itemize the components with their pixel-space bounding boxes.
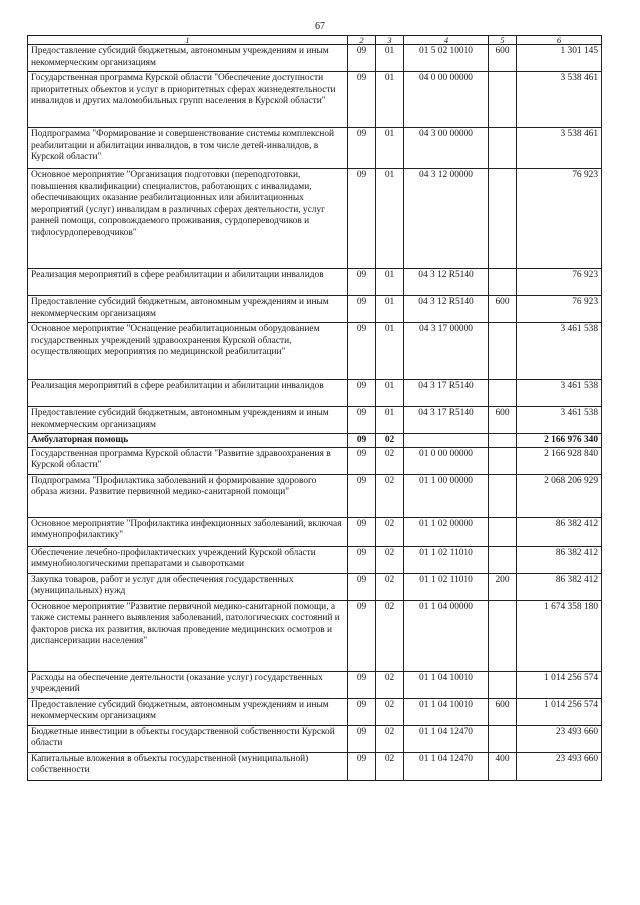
row-description: Предоставление субсидий бюджетным, автономным учреждениям и иным некоммерческим организациям	[28, 698, 348, 725]
subsection-code: 02	[376, 600, 404, 671]
expense-type-code	[489, 546, 517, 573]
section-code: 09	[348, 323, 376, 380]
amount: 1 301 145	[517, 45, 602, 72]
amount: 86 382 412	[517, 573, 602, 600]
section-code: 09	[348, 296, 376, 323]
subsection-code: 01	[376, 72, 404, 128]
subsection-code: 02	[376, 725, 404, 752]
expense-type-code: 400	[489, 752, 517, 780]
row-description: Капитальные вложения в объекты государственной (муниципальной) собственности	[28, 752, 348, 780]
expense-type-code	[489, 72, 517, 128]
table-row	[28, 698, 602, 725]
section-code: 09	[348, 380, 376, 407]
amount: 86 382 412	[517, 517, 602, 546]
amount: 3 461 538	[517, 407, 602, 434]
target-article-code: 01 1 02 11010	[404, 546, 489, 573]
target-article-code	[404, 434, 489, 448]
subsection-code: 02	[376, 671, 404, 698]
section-code: 09	[348, 752, 376, 780]
amount: 3 538 461	[517, 72, 602, 128]
section-code: 09	[348, 72, 376, 128]
row-description: Подпрограмма "Формирование и совершенствование системы комплексной реабилитации и абилитации инвалидов, в том числе детей-инвалидов, в Курской области"	[28, 128, 348, 169]
target-article-code: 04 3 17 R5140	[404, 380, 489, 407]
section-code: 09	[348, 546, 376, 573]
row-description: Реализация мероприятий в сфере реабилитации и абилитации инвалидов	[28, 269, 348, 296]
row-description: Бюджетные инвестиции в объекты государственной собственности Курской области	[28, 725, 348, 752]
header-cell: 4	[404, 36, 489, 45]
row-description: Предоставление субсидий бюджетным, автономным учреждениям и иным некоммерческим организациям	[28, 296, 348, 323]
row-description: Государственная программа Курской области "Развитие здравоохранения в Курской области"	[28, 447, 348, 474]
amount: 2 068 206 929	[517, 474, 602, 517]
table-row	[28, 517, 602, 546]
amount: 76 923	[517, 169, 602, 269]
row-description: Закупка товаров, работ и услуг для обеспечения государственных (муниципальных) нужд	[28, 573, 348, 600]
header-cell: 3	[376, 36, 404, 45]
target-article-code: 04 3 12 R5140	[404, 296, 489, 323]
subsection-code: 02	[376, 546, 404, 573]
amount: 23 493 660	[517, 752, 602, 780]
amount: 23 493 660	[517, 725, 602, 752]
target-article-code: 01 1 04 12470	[404, 752, 489, 780]
expense-type-code: 600	[489, 698, 517, 725]
header-cell: 6	[517, 36, 602, 45]
table-row	[28, 169, 602, 269]
table-row	[28, 128, 602, 169]
section-code: 09	[348, 573, 376, 600]
target-article-code: 01 1 00 00000	[404, 474, 489, 517]
target-article-code: 01 1 02 00000	[404, 517, 489, 546]
amount: 1 014 256 574	[517, 698, 602, 725]
expense-type-code	[489, 474, 517, 517]
target-article-code: 01 5 02 10010	[404, 45, 489, 72]
subsection-code: 02	[376, 447, 404, 474]
section-code: 09	[348, 45, 376, 72]
target-article-code: 01 1 02 11010	[404, 573, 489, 600]
table-row	[28, 434, 602, 448]
row-description: Амбулаторная помощь	[28, 434, 348, 448]
page-number: 67	[315, 21, 325, 32]
subsection-code: 01	[376, 407, 404, 434]
budget-table	[27, 35, 602, 781]
expense-type-code	[489, 725, 517, 752]
target-article-code: 01 1 04 12470	[404, 725, 489, 752]
expense-type-code	[489, 380, 517, 407]
section-code: 09	[348, 517, 376, 546]
expense-type-code	[489, 447, 517, 474]
amount: 3 461 538	[517, 380, 602, 407]
target-article-code: 04 3 12 00000	[404, 169, 489, 269]
expense-type-code: 600	[489, 407, 517, 434]
expense-type-code	[489, 434, 517, 448]
amount: 2 166 976 340	[517, 434, 602, 448]
expense-type-code: 600	[489, 296, 517, 323]
expense-type-code	[489, 517, 517, 546]
section-code: 09	[348, 269, 376, 296]
header-cell: 5	[489, 36, 517, 45]
amount: 2 166 928 840	[517, 447, 602, 474]
target-article-code: 04 3 17 R5140	[404, 407, 489, 434]
table-row	[28, 546, 602, 573]
table-row	[28, 407, 602, 434]
row-description: Реализация мероприятий в сфере реабилитации и абилитации инвалидов	[28, 380, 348, 407]
table-row	[28, 725, 602, 752]
subsection-code: 02	[376, 434, 404, 448]
table-row	[28, 72, 602, 128]
row-description: Основное мероприятие "Организация подготовки (переподготовки, повышения квалификации) специалистов, работающих с инвалидами, обеспечивающих оказание реабилитационных или абилитационных мероприятий (услуг) инвалидам в различных сферах деятельности, услуг ранней помощи, сопровождаемого проживания, сурдопереводчиков и тифлосурдопереводчиков"	[28, 169, 348, 269]
amount: 76 923	[517, 296, 602, 323]
subsection-code: 01	[376, 128, 404, 169]
table-row	[28, 380, 602, 407]
target-article-code: 01 1 04 10010	[404, 671, 489, 698]
section-code: 09	[348, 698, 376, 725]
row-description: Подпрограмма "Профилактика заболеваний и формирование здорового образа жизни. Развитие первичной медико-санитарной помощи"	[28, 474, 348, 517]
amount: 1 014 256 574	[517, 671, 602, 698]
table-header-row	[28, 36, 602, 45]
table-row	[28, 269, 602, 296]
subsection-code: 01	[376, 323, 404, 380]
table-row	[28, 573, 602, 600]
section-code: 09	[348, 434, 376, 448]
amount: 3 461 538	[517, 323, 602, 380]
expense-type-code: 200	[489, 573, 517, 600]
expense-type-code	[489, 600, 517, 671]
subsection-code: 02	[376, 698, 404, 725]
amount: 86 382 412	[517, 546, 602, 573]
target-article-code: 04 3 17 00000	[404, 323, 489, 380]
expense-type-code	[489, 269, 517, 296]
section-code: 09	[348, 671, 376, 698]
expense-type-code: 600	[489, 45, 517, 72]
subsection-code: 01	[376, 169, 404, 269]
section-code: 09	[348, 169, 376, 269]
table-row	[28, 752, 602, 780]
target-article-code: 01 0 00 00000	[404, 447, 489, 474]
target-article-code: 04 3 00 00000	[404, 128, 489, 169]
row-description: Основное мероприятие "Профилактика инфекционных заболеваний, включая иммунопрофилактику"	[28, 517, 348, 546]
section-code: 09	[348, 725, 376, 752]
subsection-code: 01	[376, 269, 404, 296]
table-row	[28, 474, 602, 517]
subsection-code: 02	[376, 752, 404, 780]
amount: 3 538 461	[517, 128, 602, 169]
amount: 1 674 358 180	[517, 600, 602, 671]
row-description: Основное мероприятие "Развитие первичной медико-санитарной помощи, а также системы раннего выявления заболеваний, патологических состояний и факторов риска их развития, включая проведение медицинских осмотров и диспансеризации населения"	[28, 600, 348, 671]
row-description: Расходы на обеспечение деятельности (оказание услуг) государственных учреждений	[28, 671, 348, 698]
row-description: Государственная программа Курской области "Обеспечение доступности приоритетных объектов и услуг в приоритетных сферах жизнедеятельности инвалидов и других маломобильных групп населения в Курской области"	[28, 72, 348, 128]
section-code: 09	[348, 407, 376, 434]
table-row	[28, 296, 602, 323]
row-description: Предоставление субсидий бюджетным, автономным учреждениям и иным некоммерческим организациям	[28, 407, 348, 434]
expense-type-code	[489, 323, 517, 380]
row-description: Основное мероприятие "Оснащение реабилитационным оборудованием государственных учреждений здравоохранения Курской области, осуществляющих мероприятия по медицинской реабилитации"	[28, 323, 348, 380]
table-row	[28, 447, 602, 474]
table-row	[28, 671, 602, 698]
subsection-code: 01	[376, 296, 404, 323]
header-cell: 2	[348, 36, 376, 45]
table-row	[28, 323, 602, 380]
expense-type-code	[489, 128, 517, 169]
target-article-code: 04 0 00 00000	[404, 72, 489, 128]
section-code: 09	[348, 600, 376, 671]
subsection-code: 02	[376, 573, 404, 600]
expense-type-code	[489, 671, 517, 698]
table-row	[28, 45, 602, 72]
amount: 76 923	[517, 269, 602, 296]
header-cell: 1	[28, 36, 348, 45]
target-article-code: 01 1 04 10010	[404, 698, 489, 725]
expense-type-code	[489, 169, 517, 269]
row-description: Обеспечение лечебно-профилактических учреждений Курской области иммунобиологическими препаратами и сыворотками	[28, 546, 348, 573]
subsection-code: 01	[376, 380, 404, 407]
subsection-code: 02	[376, 474, 404, 517]
target-article-code: 01 1 04 00000	[404, 600, 489, 671]
section-code: 09	[348, 474, 376, 517]
subsection-code: 02	[376, 517, 404, 546]
section-code: 09	[348, 128, 376, 169]
table-row	[28, 600, 602, 671]
subsection-code: 01	[376, 45, 404, 72]
section-code: 09	[348, 447, 376, 474]
row-description: Предоставление субсидий бюджетным, автономным учреждениям и иным некоммерческим организациям	[28, 45, 348, 72]
target-article-code: 04 3 12 R5140	[404, 269, 489, 296]
